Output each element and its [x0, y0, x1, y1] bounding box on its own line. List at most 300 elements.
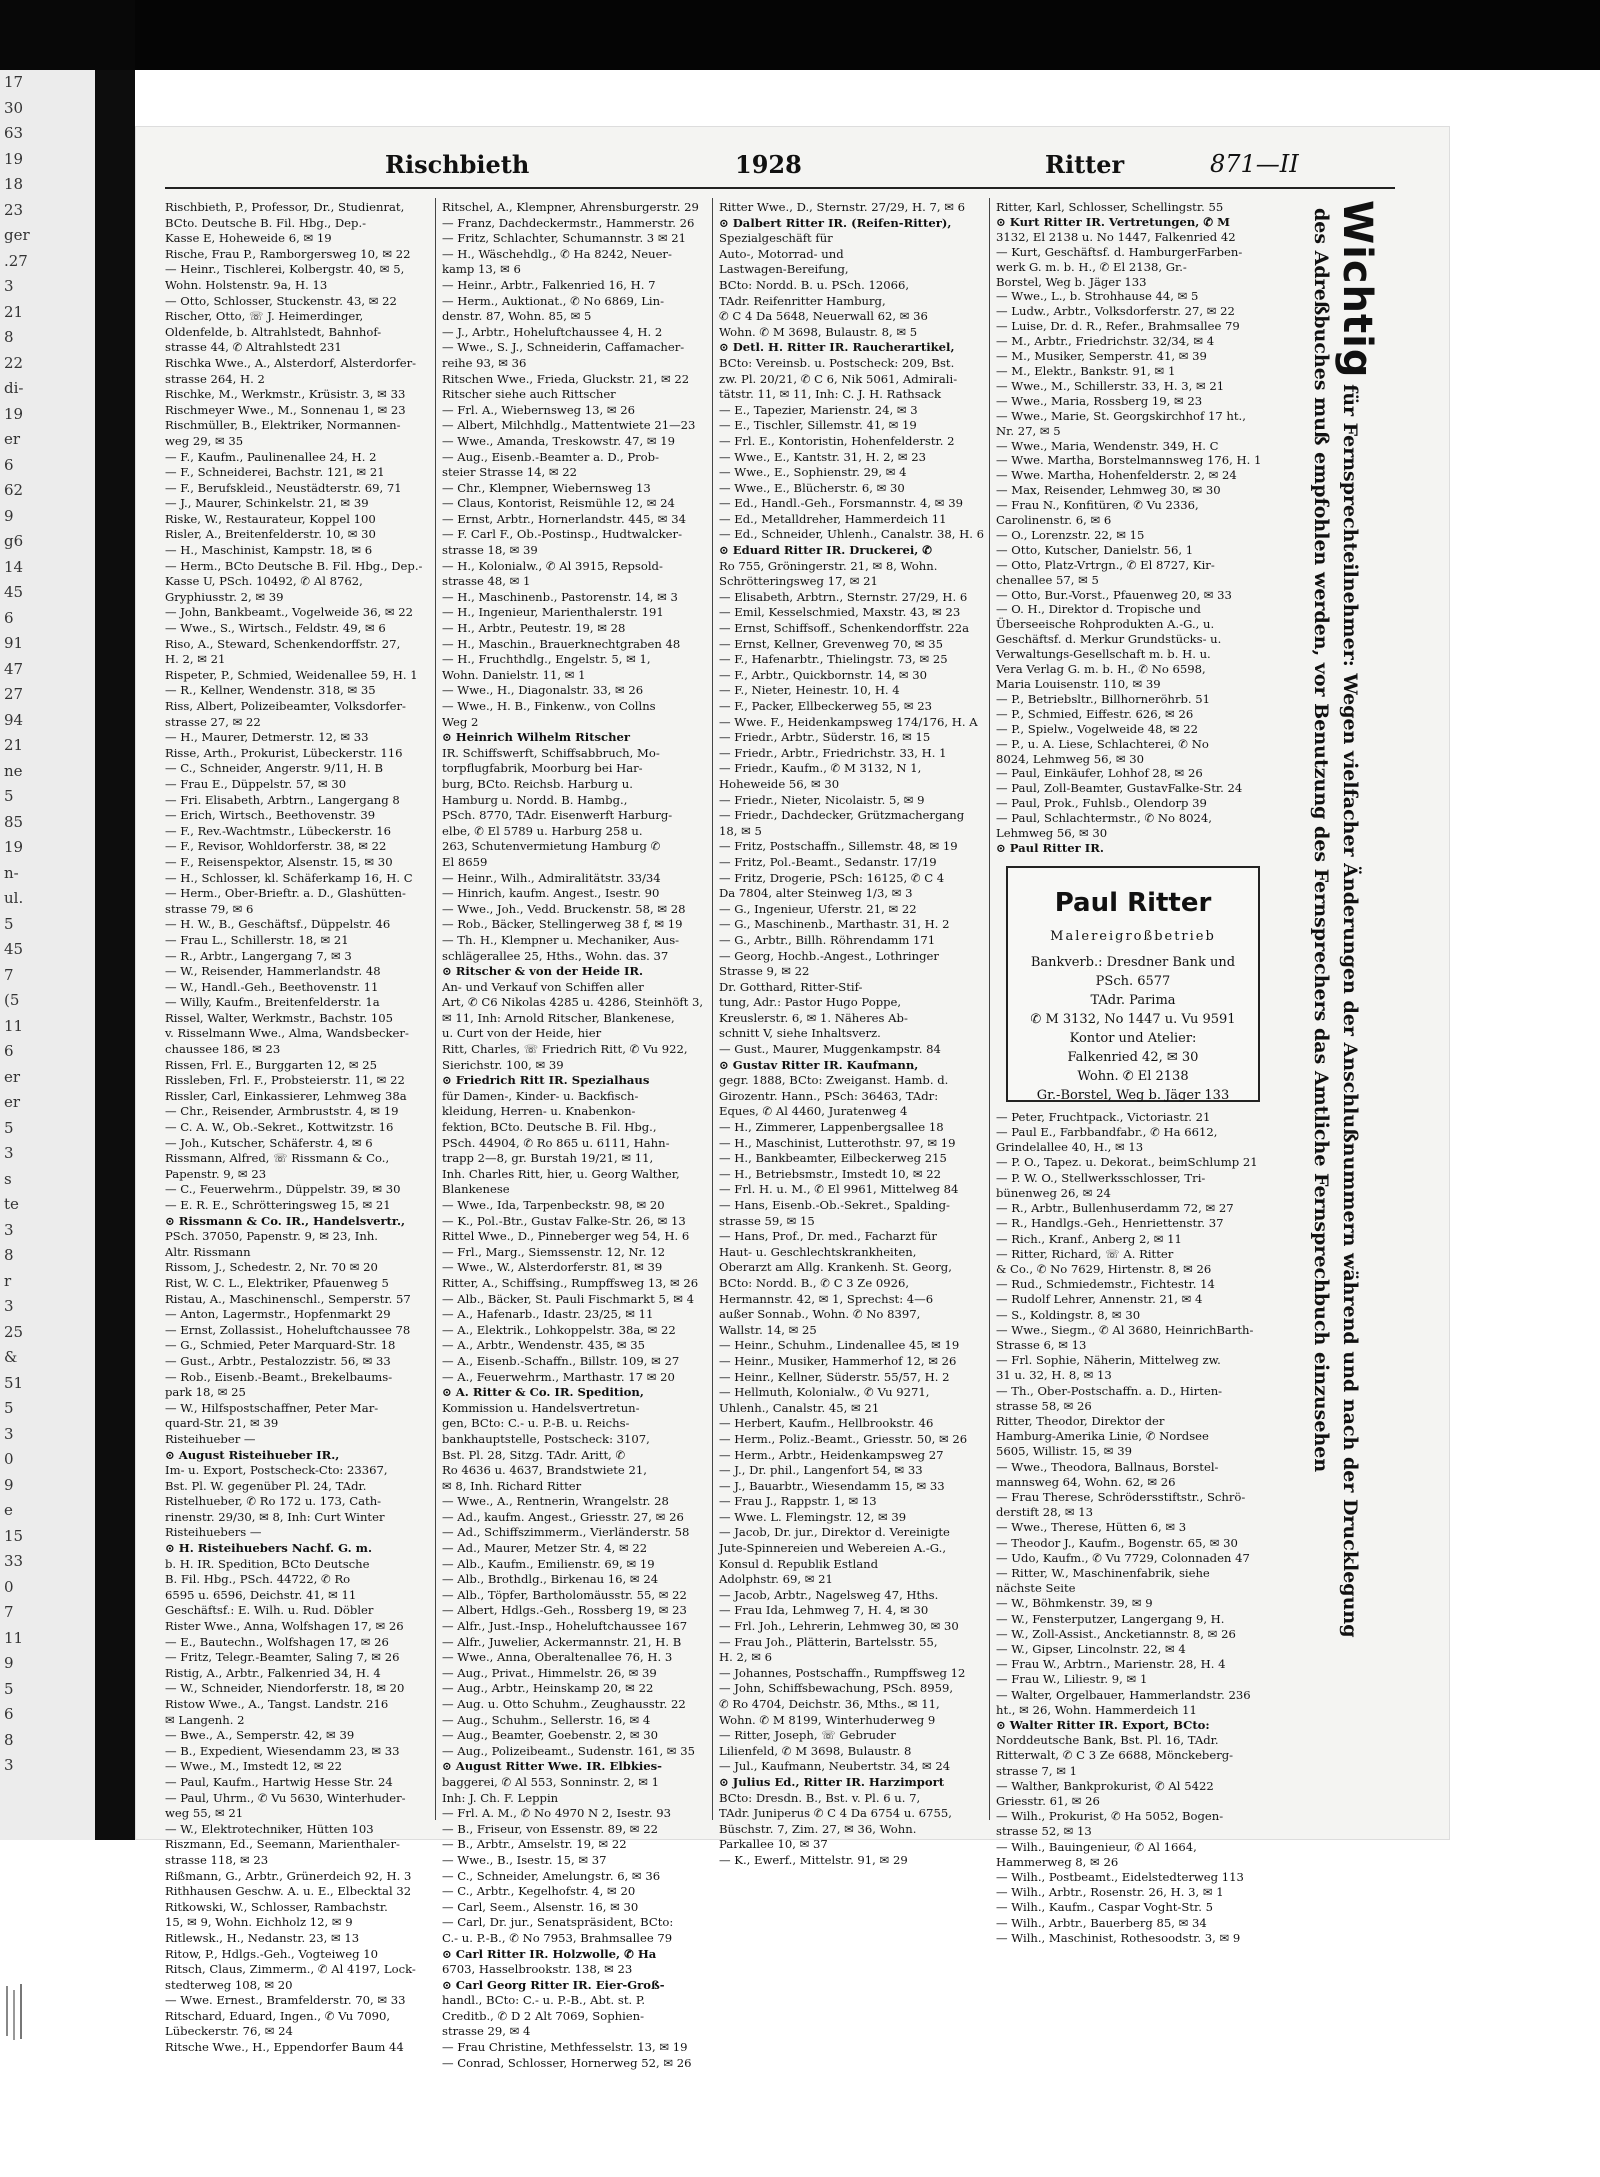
directory-entry: — W., Gipser, Lincolnstr. 22, ✉ 4	[996, 1641, 1186, 1656]
directory-entry: Rißmann, G., Arbtr., Grünerdeich 92, H. 3	[165, 1868, 412, 1883]
directory-entry: — Peter, Fruchtpack., Victoriastr. 21	[996, 1109, 1211, 1124]
margin-fragment: 5	[4, 1679, 14, 1698]
directory-entry: Rithhausen Geschw. A. u. E., Elbecktal 32	[165, 1884, 412, 1899]
directory-entry: — Frl. Sophie, Näherin, Mittelweg zw.	[996, 1353, 1221, 1368]
margin-fragment: .27	[4, 251, 28, 270]
directory-entry: weg 55, ✉ 21	[165, 1806, 244, 1821]
directory-entry: — Herm., Ober-Brieftr. a. D., Glashütten-	[165, 886, 406, 901]
directory-entry: — John, Schiffsbewachung, PSch. 8959,	[719, 1681, 954, 1696]
margin-fragment: 3	[4, 1424, 14, 1443]
directory-entry: Rischer, Otto, ☏ J. Heimerdinger,	[165, 309, 364, 324]
directory-entry: — Herbert, Kaufm., Hellbrookstr. 46	[719, 1416, 934, 1431]
directory-entry: — Wwe. Martha, Hohenfelderstr. 2, ✉ 24	[996, 468, 1237, 483]
margin-fragment: di-	[4, 379, 24, 397]
margin-fragment: 7	[4, 965, 14, 984]
directory-entry: rinenstr. 29/30, ✉ 8, Inh: Curt Winter	[165, 1509, 385, 1524]
directory-entry: Wallstr. 14, ✉ 25	[719, 1322, 817, 1337]
directory-entry: Nr. 27, ✉ 5	[996, 423, 1061, 438]
directory-entry: — Paul, Prok., Fuhlsb., Olendorp 39	[996, 796, 1207, 811]
directory-entry: — P., u. A. Liese, Schlachterei, ✆ No	[996, 736, 1209, 751]
directory-entry: — R., Handlgs.-Geh., Henriettenstr. 37	[996, 1216, 1224, 1231]
directory-entry: Ristelhueber, ✆ Ro 172 u. 173, Cath-	[165, 1494, 382, 1509]
directory-entry: Wohn. ✆ M 8199, Winterhuderweg 9	[719, 1712, 936, 1727]
directory-entry: ⊙ Gustav Ritter IR. Kaufmann,	[719, 1057, 919, 1072]
directory-entry: Lübeckerstr. 76, ✉ 24	[165, 2024, 293, 2039]
directory-entry: strasse 59, ✉ 15	[719, 1213, 815, 1228]
directory-entry: — J., Bauarbtr., Wiesendamm 15, ✉ 33	[719, 1478, 945, 1493]
directory-entry: Rissel, Walter, Werkmstr., Bachstr. 105	[165, 1010, 394, 1025]
directory-entry: — F., Kaufm., Paulinenallee 24, H. 2	[165, 449, 377, 464]
directory-entry: Inh: J. Ch. F. Leppin	[442, 1790, 559, 1805]
directory-entry: — Gust., Maurer, Muggenkampstr. 84	[719, 1042, 941, 1057]
directory-entry: ⊙ Heinrich Wilhelm Ritscher	[442, 730, 630, 745]
ad-line: Falkenried 42, ✉ 30	[1067, 1050, 1199, 1066]
directory-entry: Rischbieth, P., Professor, Dr., Studienrat,	[165, 200, 405, 214]
directory-entry: Ritter Wwe., D., Sternstr. 27/29, H. 7, ✉ 6	[719, 200, 966, 214]
directory-entry: ⊙ August Risteihueber IR.,	[165, 1447, 340, 1462]
directory-entry: — Wwe., M., Imstedt 12, ✉ 22	[165, 1759, 343, 1774]
directory-page	[135, 126, 1450, 2070]
directory-entry: ⊙ Julius Ed., Ritter IR. Harzimport	[719, 1774, 945, 1789]
margin-fragment: 5	[4, 914, 14, 933]
directory-entry: Borstel, Weg b. Jäger 133	[996, 274, 1147, 289]
directory-entry: b. H. IR. Spedition, BCto Deutsche	[165, 1556, 370, 1571]
column-3	[719, 200, 984, 1869]
directory-entry: — Wwe., Joh., Vedd. Bruckenstr. 58, ✉ 28	[442, 901, 686, 916]
directory-entry: — Jacob, Arbtr., Nagelsweg 47, Hths.	[719, 1587, 939, 1602]
margin-fragment: 0	[4, 1577, 14, 1596]
ad-line: Wohn. ✆ El 2138	[1077, 1069, 1189, 1085]
ad-subtitle: Malereigroßbetrieb	[1050, 929, 1216, 945]
directory-entry: — W., Schneider, Niendorferstr. 18, ✉ 20	[165, 1681, 405, 1696]
directory-entry: ⊙ Rissmann & Co. IR., Handelsvertr.,	[165, 1213, 406, 1228]
directory-entry: — Wwe. Martha, Borstelmannsweg 176, H. 1	[996, 453, 1262, 468]
directory-entry: — Wwe., E., Kantstr. 31, H. 2, ✉ 23	[719, 449, 927, 464]
margin-fragment: 8	[4, 1730, 14, 1749]
directory-entry: Ristau, A., Maschinenschl., Semperstr. 57	[165, 1291, 411, 1306]
directory-entry: ✆ C 4 Da 5648, Neuerwall 62, ✉ 36	[719, 309, 928, 324]
margin-fragment: 21	[4, 736, 24, 754]
header-year: 1928	[735, 150, 802, 179]
directory-entry: Vera Verlag G. m. b. H., ✆ No 6598,	[996, 662, 1206, 677]
directory-entry: park 18, ✉ 25	[165, 1385, 246, 1400]
directory-entry: Kasse U, PSch. 10492, ✆ Al 8762,	[165, 574, 363, 589]
directory-entry: — M., Arbtr., Friedrichstr. 32/34, ✉ 4	[996, 334, 1215, 349]
margin-fragment: 8	[4, 1246, 14, 1264]
directory-entry: Dr. Gotthard, Ritter-Stif-	[719, 979, 863, 994]
directory-entry: — Frl., Marg., Siemssenstr. 12, Nr. 12	[442, 1244, 666, 1259]
directory-entry: — Otto, Bur.-Vorst., Pfauenweg 20, ✉ 33	[996, 587, 1232, 602]
directory-entry: Wohn. Holstenstr. 9a, H. 13	[165, 277, 328, 292]
directory-entry: — Herm., Arbtr., Heidenkampsweg 27	[719, 1447, 944, 1462]
directory-entry: chaussee 186, ✉ 23	[165, 1042, 281, 1057]
directory-entry: Rittel Wwe., D., Pinneberger weg 54, H. 6	[442, 1229, 690, 1244]
directory-entry: — W., Zoll-Assist., Ancketiannstr. 8, ✉ 26	[996, 1626, 1236, 1641]
directory-entry: — J., Maurer, Schinkelstr. 21, ✉ 39	[165, 496, 369, 511]
margin-fragment: 45	[4, 940, 24, 958]
directory-entry: Carolinenstr. 6, ✉ 6	[996, 513, 1112, 528]
directory-entry: Ritschard, Eduard, Ingen., ✆ Vu 7090,	[165, 2008, 391, 2023]
directory-entry: — Hans, Prof., Dr. med., Facharzt für	[719, 1229, 937, 1244]
directory-entry: — Frl. A. M., ✆ No 4970 N 2, Isestr. 93	[442, 1806, 671, 1821]
directory-entry: — Albert, Hdlgs.-Geh., Rossberg 19, ✉ 23	[442, 1603, 687, 1618]
directory-entry: — Wwe., S., Wirtsch., Feldstr. 49, ✉ 6	[165, 621, 386, 636]
notice-title: Wichtig	[1334, 200, 1380, 379]
margin-fragment: 51	[4, 1373, 24, 1392]
directory-entry: Rissom, J., Schedestr. 2, Nr. 70 ✉ 20	[165, 1260, 378, 1275]
directory-entry: — Aug., Beamter, Goebenstr. 2, ✉ 30	[442, 1728, 659, 1743]
directory-entry: nächste Seite	[996, 1581, 1076, 1596]
directory-entry: reihe 93, ✉ 36	[442, 355, 527, 370]
ad-line: PSch. 6577	[1095, 974, 1171, 990]
directory-entry: — H., Schlosser, kl. Schäferkamp 16, H. C	[165, 870, 413, 885]
directory-entry: — Aug., Eisenb.-Beamter a. D., Prob-	[442, 449, 659, 464]
directory-entry: — Willy, Kaufm., Breitenfelderstr. 1a	[165, 995, 380, 1010]
directory-entry: Risteihueber —	[165, 1431, 256, 1446]
directory-entry: 3132, El 2138 u. No 1447, Falkenried 42	[996, 229, 1236, 244]
directory-entry: Lilienfeld, ✆ M 3698, Bulaustr. 8	[719, 1743, 912, 1758]
directory-entry: Ro 4636 u. 4637, Brandstwiete 21,	[442, 1463, 647, 1478]
directory-entry: strasse 58, ✉ 26	[996, 1398, 1092, 1413]
directory-entry: B. Fil. Hbg., PSch. 44722, ✆ Ro	[165, 1572, 351, 1587]
directory-entry: — P. W. O., Stellwerksschlosser, Tri-	[996, 1170, 1206, 1185]
directory-entry: PSch. 37050, Papenstr. 9, ✉ 23, Inh.	[165, 1229, 378, 1244]
directory-entry: — Anton, Lagermstr., Hopfenmarkt 29	[165, 1307, 391, 1322]
margin-fragment: 30	[4, 98, 24, 117]
directory-entry: BCto: Nordd. B., ✆ C 3 Ze 0926,	[719, 1275, 910, 1290]
directory-entry: — Jacob, Dr. jur., Direktor d. Vereinigte	[719, 1525, 950, 1540]
directory-entry: — H., Maschinist, Lutterothstr. 97, ✉ 19	[719, 1135, 956, 1150]
directory-entry: — M., Elektr., Bankstr. 91, ✉ 1	[996, 363, 1176, 378]
directory-entry: — Wilh., Bauingenieur, ✆ Al 1664,	[996, 1839, 1197, 1854]
directory-entry: Verwaltungs-Gesellschaft m. b. H. u.	[996, 647, 1211, 662]
directory-entry: — Wilh., Maschinist, Rothesoodstr. 3, ✉ 9	[996, 1930, 1241, 1945]
directory-entry: — Alfr., Juwelier, Ackermannstr. 21, H. B	[442, 1634, 682, 1649]
directory-entry: — Claus, Kontorist, Reismühle 12, ✉ 24	[442, 496, 675, 511]
directory-entry: — Conrad, Schlosser, Hornerweg 52, ✉ 26	[442, 2055, 692, 2070]
directory-entry: — Wwe., E., Sophienstr. 29, ✉ 4	[719, 465, 907, 480]
directory-entry: & Co., ✆ No 7629, Hirtenstr. 8, ✉ 26	[996, 1261, 1212, 1276]
directory-entry: — Ernst, Schiffsoff., Schenkendorffstr. 22a	[719, 621, 970, 636]
directory-entry: PSch. 8770, TAdr. Eisenwerft Harburg-	[442, 808, 673, 823]
directory-entry: ⊙ H. Risteihuebers Nachf. G. m.	[165, 1541, 372, 1556]
directory-entry: Hamburg-Amerika Linie, ✆ Nordsee	[996, 1429, 1209, 1444]
directory-entry: — Wwe., Maria, Wendenstr. 349, H. C	[996, 438, 1219, 453]
directory-entry: Riszmann, Ed., Seemann, Marienthaler-	[165, 1837, 400, 1852]
directory-entry: — Wwe., B., Isestr. 15, ✉ 37	[442, 1852, 607, 1867]
directory-entry: — Wwe., H. B., Finkenw., von Collns	[442, 699, 656, 713]
directory-entry: 18, ✉ 5	[719, 823, 762, 838]
directory-entry: Risteihuebers —	[165, 1525, 262, 1540]
directory-entry: — F., Revisor, Wohldorferstr. 38, ✉ 22	[165, 839, 387, 854]
directory-entry: strasse 27, ✉ 22	[165, 714, 261, 729]
directory-entry: — Aug. u. Otto Schuhm., Zeughausstr. 22	[442, 1697, 686, 1711]
directory-entry: Da 7804, alter Steinweg 1/3, ✉ 3	[719, 886, 913, 901]
directory-entry: Kasse E, Hoheweide 6, ✉ 19	[165, 231, 332, 246]
previous-page-edge	[0, 70, 95, 1840]
directory-entry: — Wwe., A., Rentnerin, Wrangelstr. 28	[442, 1494, 669, 1509]
directory-entry: TAdr. Reifenritter Hamburg,	[719, 293, 886, 308]
margin-fragment: (5	[4, 991, 20, 1009]
directory-entry: torpflugfabrik, Moorburg bei Har-	[442, 761, 643, 776]
directory-entry: gen, BCto: C.- u. P.-B. u. Reichs-	[442, 1416, 630, 1431]
header-first-entry: Rischbieth	[385, 150, 530, 179]
directory-entry: ⊙ Detl. H. Ritter IR. Raucherartikel,	[719, 340, 955, 355]
column-2	[442, 200, 707, 2071]
column-divider	[435, 198, 436, 1820]
directory-entry: ⊙ Friedrich Ritt IR. Spezialhaus	[442, 1073, 650, 1088]
margin-fragment: 19	[4, 838, 24, 856]
directory-entry: — Carl, Dr. jur., Senatspräsident, BCto:	[442, 1915, 674, 1930]
margin-fragment: 45	[4, 583, 24, 601]
directory-entry: — Paul, Kaufm., Hartwig Hesse Str. 24	[165, 1774, 393, 1789]
directory-entry: Büschstr. 7, Zim. 27, ✉ 36, Wohn.	[719, 1821, 917, 1836]
page-header	[135, 126, 1450, 184]
directory-entry: — Ed., Metalldreher, Hammerdeich 11	[719, 511, 947, 526]
margin-fragment: 15	[4, 1526, 24, 1545]
directory-entry: — Carl, Seem., Alsenstr. 16, ✉ 30	[442, 1899, 639, 1914]
directory-entry: Strasse 6, ✉ 13	[996, 1337, 1087, 1352]
margin-fragment: e	[4, 1501, 13, 1519]
directory-entry: — C., Feuerwehrm., Düppelstr. 39, ✉ 30	[165, 1182, 401, 1197]
directory-entry: — Ad., Maurer, Metzer Str. 4, ✉ 22	[442, 1541, 648, 1556]
directory-entry: schlägerallee 25, Hths., Wohn. das. 37	[442, 948, 669, 963]
directory-entry: bankhauptstelle, Postscheck: 3107,	[442, 1431, 650, 1446]
directory-entry: — Fri. Elisabeth, Arbtrn., Langergang 8	[165, 792, 400, 807]
directory-entry: Gryphiusstr. 2, ✉ 39	[165, 589, 284, 604]
directory-entry: — F., Packer, Ellbeckerweg 55, ✉ 23	[719, 699, 933, 713]
directory-entry: — Rudolf Lehrer, Annenstr. 21, ✉ 4	[996, 1292, 1203, 1307]
directory-entry: chenallee 57, ✉ 5	[996, 572, 1099, 587]
margin-fragment: 3	[4, 1297, 14, 1315]
directory-entry: — H., Ingenieur, Marienthalerstr. 191	[442, 605, 664, 620]
margin-fragment: &	[4, 1348, 18, 1366]
directory-entry: v. Risselmann Wwe., Alma, Wandsbecker-	[165, 1026, 409, 1041]
directory-entry: — E., Tischler, Sillemstr. 41, ✉ 19	[719, 418, 917, 433]
directory-entry: Riso, A., Steward, Schenkendorffstr. 27,	[165, 636, 401, 651]
directory-entry: — Georg, Hochb.-Angest., Lothringer	[719, 948, 939, 963]
directory-entry: Rissler, Carl, Einkassierer, Lehmweg 38a	[165, 1088, 407, 1103]
directory-entry: — H., Wäschehdlg., ✆ Ha 8242, Neuer-	[442, 246, 672, 261]
directory-entry: — Frl. H. u. M., ✆ El 9961, Mittelweg 84	[719, 1182, 959, 1197]
directory-entry: burg, BCto. Reichsb. Harburg u.	[442, 776, 633, 791]
directory-entry: — A., Arbtr., Wendenstr. 435, ✉ 35	[442, 1338, 645, 1353]
directory-entry: — Wwe., W., Alsterdorferstr. 81, ✉ 39	[442, 1260, 663, 1275]
directory-entry: Weg 2	[442, 714, 479, 729]
directory-entry: Adolphstr. 69, ✉ 21	[719, 1572, 833, 1587]
directory-entry: Ristow Wwe., A., Tangst. Landstr. 216	[165, 1697, 389, 1711]
directory-entry: — J., Arbtr., Hoheluftchaussee 4, H. 2	[442, 324, 663, 339]
directory-entry: — Ritter, Richard, ☏ A. Ritter	[996, 1246, 1174, 1261]
directory-entry: Ritkowski, W., Schlosser, Rambachstr.	[165, 1899, 388, 1914]
directory-entry: Ritschen Wwe., Frieda, Gluckstr. 21, ✉ 22	[442, 371, 690, 386]
directory-entry: 263, Schutenvermietung Hamburg ✆	[442, 839, 661, 854]
directory-entry: — Elisabeth, Arbtrn., Sternstr. 27/29, H. 6	[719, 589, 968, 604]
margin-fragment: n-	[4, 863, 19, 882]
directory-entry: — Wilh., Postbeamt., Eidelstedterweg 113	[996, 1870, 1244, 1885]
directory-entry: Bst. Pl. 28, Sitzg. TAdr. Aritt, ✆	[442, 1447, 626, 1462]
directory-entry: Ritow, P., Hdlgs.-Geh., Vogteiweg 10	[165, 1946, 378, 1961]
margin-fragment: 5	[4, 787, 14, 805]
directory-entry: — A., Eisenb.-Schaffn., Billstr. 109, ✉ 27	[442, 1353, 680, 1368]
directory-entry: — G., Arbtr., Billh. Röhrendamm 171	[719, 932, 936, 947]
directory-entry: 6703, Hasselbrookstr. 138, ✉ 23	[442, 1962, 633, 1977]
margin-fragment: 3	[4, 277, 14, 295]
directory-entry: Risler, A., Breitenfelderstr. 10, ✉ 30	[165, 527, 376, 542]
directory-entry: — P., Spielw., Vogelweide 48, ✉ 22	[996, 721, 1199, 736]
directory-entry: Griesstr. 61, ✉ 26	[996, 1794, 1100, 1809]
directory-entry: Jute-Spinnereien und Webereien A.-G.,	[719, 1541, 947, 1556]
margin-fragment: 3	[4, 1144, 14, 1162]
directory-entry: — Rud., Schmiedemstr., Fichtestr. 14	[996, 1277, 1215, 1292]
directory-entry: Blankenese	[442, 1182, 510, 1197]
directory-entry: — Fritz, Schlachter, Schumannstr. 3 ✉ 21	[442, 231, 687, 246]
header-last-entry: Ritter	[1045, 150, 1125, 179]
directory-entry: — W., Fensterputzer, Langergang 9, H.	[996, 1611, 1225, 1626]
directory-entry: BCto: Nordd. B. u. PSch. 12066,	[719, 277, 910, 292]
directory-entry: — Herm., Poliz.-Beamt., Griesstr. 50, ✉ 26	[719, 1431, 968, 1446]
directory-entry: — H., Kolonialw., ✆ Al 3915, Repsold-	[442, 558, 663, 573]
directory-entry: — H., Betriebsmstr., Imstedt 10, ✉ 22	[719, 1166, 941, 1181]
directory-entry: — Frau W., Arbtrn., Marienstr. 28, H. 4	[996, 1657, 1226, 1672]
directory-entry: TAdr. Juniperus ✆ C 4 Da 6754 u. 6755,	[719, 1806, 952, 1821]
directory-entry: — Wwe. L. Flemingstr. 12, ✉ 39	[719, 1509, 907, 1524]
directory-entry: — Jul., Kaufmann, Neubertstr. 34, ✉ 24	[719, 1759, 951, 1774]
directory-entry: — W., Reisender, Hammerlandstr. 48	[165, 964, 381, 979]
directory-entry: — F., Schneiderei, Bachstr. 121, ✉ 21	[165, 465, 385, 480]
directory-entry: 31 u. 32, H. 8, ✉ 13	[996, 1368, 1112, 1383]
directory-entry: — Hellmuth, Kolonialw., ✆ Vu 9271,	[719, 1385, 930, 1400]
margin-fragment: 91	[4, 634, 24, 652]
directory-entry: strasse 79, ✉ 6	[165, 901, 254, 916]
directory-entry: Ritt, Charles, ☏ Friedrich Ritt, ✆ Vu 922,	[442, 1042, 688, 1057]
directory-entry: außer Sonnab., Wohn. ✆ No 8397,	[719, 1307, 921, 1322]
directory-entry: Rissmann, Alfred, ☏ Rissmann & Co.,	[165, 1151, 390, 1166]
directory-entry: BCto: Dresdn. B., Bst. v. Pl. 6 u. 7,	[719, 1790, 921, 1805]
directory-entry: ⊙ Walter Ritter IR. Export, BCto:	[996, 1718, 1210, 1732]
margin-fragment: 6	[4, 608, 14, 627]
directory-entry: — F., Rev.-Wachtmstr., Lübeckerstr. 16	[165, 823, 392, 838]
directory-entry: — Aug., Arbtr., Heinskamp 20, ✉ 22	[442, 1681, 654, 1696]
directory-entry: — Ed., Schneider, Uhlenh., Canalstr. 38, H. 6	[719, 527, 984, 542]
directory-entry: Auto-, Motorrad- und	[719, 246, 844, 261]
directory-entry: — Frau N., Konfitüren, ✆ Vu 2336,	[996, 498, 1199, 513]
directory-entry: — H., Maurer, Detmerstr. 12, ✉ 33	[165, 730, 369, 745]
margin-fragment: 5	[4, 1399, 14, 1417]
directory-entry: — B., Friseur, von Essenstr. 89, ✉ 22	[442, 1821, 658, 1836]
margin-fragment: 22	[4, 353, 24, 372]
directory-entry: — R., Arbtr., Bullenhuserdamm 72, ✉ 27	[996, 1201, 1234, 1216]
directory-entry: — Frau W., Liliestr. 9, ✉ 1	[996, 1672, 1148, 1687]
directory-entry: ⊙ Carl Ritter IR. Holzwolle, ✆ Ha	[442, 1946, 657, 1961]
margin-fragment: 7	[4, 1603, 14, 1621]
directory-entry: ⊙ Carl Georg Ritter IR. Eier-Groß-	[442, 1977, 665, 1992]
directory-entry: zw. Pl. 20/21, ✆ C 6, Nik 5061, Admirali-	[719, 371, 958, 386]
directory-entry: — Paul, Einkäufer, Lohhof 28, ✉ 26	[996, 766, 1203, 781]
directory-entry: — F., Berufskleid., Neustädterstr. 69, 71	[165, 480, 402, 495]
directory-entry: Uhlenh., Canalstr. 45, ✉ 21	[719, 1400, 880, 1415]
column-1	[165, 200, 430, 2056]
directory-entry: — Johannes, Postschaffn., Rumpffsweg 12	[719, 1665, 966, 1680]
directory-entry: — Wwe., H., Diagonalstr. 33, ✉ 26	[442, 683, 644, 698]
directory-entry: — Frau Christine, Methfesselstr. 13, ✉ 19	[442, 2040, 688, 2055]
directory-entry: — Rob., Bäcker, Stellingerweg 38 f, ✉ 19	[442, 917, 683, 932]
directory-entry: — Alb., Bäcker, St. Pauli Fischmarkt 5, ✉ 4	[442, 1291, 695, 1306]
directory-entry: — Frl. E., Kontoristin, Hohenfelderstr. 2	[719, 433, 955, 448]
directory-entry: — B., Arbtr., Amselstr. 19, ✉ 22	[442, 1837, 627, 1852]
directory-entry: Strasse 9, ✉ 22	[719, 964, 810, 979]
directory-entry: — Friedr., Kaufm., ✆ M 3132, N 1,	[719, 761, 922, 776]
directory-entry: kleidung, Herren- u. Knabenkon-	[442, 1104, 636, 1119]
margin-fragment: 3	[4, 1756, 14, 1774]
directory-entry: — H., Bankbeamter, Eilbeckerweg 215	[719, 1151, 947, 1166]
directory-entry: ⊙ Kurt Ritter IR. Vertretungen, ✆ M	[996, 214, 1230, 229]
directory-entry: — Friedr., Arbtr., Süderstr. 16, ✉ 15	[719, 730, 931, 745]
directory-entry: 8024, Lehmweg 56, ✉ 30	[996, 751, 1145, 766]
margin-fragment: 47	[4, 659, 24, 678]
directory-entry: werk G. m. b. H., ✆ El 2138, Gr.-	[996, 259, 1187, 274]
directory-entry: stedterweg 108, ✉ 20	[165, 1977, 293, 1992]
directory-entry: Ritscher siehe auch Rittscher	[442, 387, 616, 402]
directory-entry: — R., Kellner, Wendenstr. 318, ✉ 35	[165, 683, 376, 698]
directory-entry: — Wilh., Arbtr., Rosenstr. 26, H. 3, ✉ 1	[996, 1885, 1224, 1900]
directory-entry: strasse 52, ✉ 13	[996, 1824, 1092, 1839]
directory-entry: — Wwe., Amanda, Treskowstr. 47, ✉ 19	[442, 433, 676, 448]
directory-entry: — Bwe., A., Semperstr. 42, ✉ 39	[165, 1728, 355, 1743]
directory-entry: Norddeutsche Bank, Bst. Pl. 16, TAdr.	[996, 1733, 1219, 1748]
directory-entry: Hamburg u. Nordd. B. Hambg.,	[442, 792, 628, 807]
margin-fragment: 17	[4, 73, 24, 91]
directory-entry: Im- u. Export, Postscheck-Cto: 23367,	[165, 1463, 388, 1478]
ad-title: Paul Ritter	[1054, 887, 1212, 918]
directory-entry: Riss, Albert, Polizeibeamter, Volksdorfer-	[165, 699, 406, 713]
ad-line: Kontor und Atelier:	[1069, 1031, 1197, 1047]
directory-entry: — H. W., B., Geschäftsf., Düppelstr. 46	[165, 917, 391, 932]
directory-entry: — Heinr., Tischlerei, Kolbergstr. 40, ✉ 5,	[165, 262, 405, 277]
directory-entry: H. 2, ✉ 6	[719, 1650, 773, 1665]
directory-entry: PSch. 44904, ✆ Ro 865 u. 6111, Hahn-	[442, 1135, 670, 1150]
directory-entry: An- und Verkauf von Schiffen aller	[442, 979, 644, 994]
directory-entry: — Ed., Handl.-Geh., Forsmannstr. 4, ✉ 39	[719, 496, 963, 511]
directory-entry: — John, Bankbeamt., Vogelweide 36, ✉ 22	[165, 605, 414, 620]
directory-entry: Lehmweg 56, ✉ 30	[996, 826, 1108, 841]
directory-entry: tung, Adr.: Pastor Hugo Poppe,	[719, 995, 902, 1010]
margin-fragment: 11	[4, 1628, 24, 1647]
directory-entry: — G., Ingenieur, Uferstr. 21, ✉ 22	[719, 901, 917, 916]
directory-entry: BCto. Deutsche B. Fil. Hbg., Dep.-	[165, 215, 367, 230]
margin-fragment: 21	[4, 302, 24, 321]
directory-entry: — Wwe., L., b. Strohhause 44, ✉ 5	[996, 289, 1199, 304]
directory-entry: Hammerweg 8, ✉ 26	[996, 1854, 1119, 1869]
margin-fragment: 18	[4, 175, 24, 193]
directory-entry: — F. Carl F., Ob.-Postinsp., Hudtwalcker-	[442, 527, 682, 542]
directory-entry: — Otto, Schlosser, Stuckenstr. 43, ✉ 22	[165, 293, 397, 308]
directory-entry: — Th., Ober-Postschaffn. a. D., Hirten-	[996, 1383, 1223, 1398]
directory-entry: — Frau Therese, Schrödersstiftstr., Schrö-	[996, 1489, 1246, 1504]
directory-entry: — A., Hafenarb., Idastr. 23/25, ✉ 11	[442, 1307, 654, 1322]
directory-entry: Spezialgeschäft für	[719, 231, 833, 246]
directory-entry: — C., Schneider, Amelungstr. 6, ✉ 36	[442, 1868, 661, 1883]
directory-entry: — P. O., Tapez. u. Dekorat., beimSchlump 21	[996, 1155, 1258, 1170]
directory-entry: fektion, BCto. Deutsche B. Fil. Hbg.,	[442, 1120, 657, 1135]
directory-entry: — B., Expedient, Wiesendamm 23, ✉ 33	[165, 1743, 400, 1758]
directory-entry: Haut- u. Geschlechtskrankheiten,	[719, 1244, 917, 1259]
directory-entry: — Max, Reisender, Lehmweg 30, ✉ 30	[996, 483, 1221, 498]
directory-entry: Ro 755, Gröningerstr. 21, ✉ 8, Wohn.	[719, 558, 938, 573]
directory-entry: — Walther, Bankprokurist, ✆ Al 5422	[996, 1778, 1214, 1793]
directory-entry: — Hinrich, kaufm. Angest., Isestr. 90	[442, 886, 660, 901]
directory-entry: Geschäftsf.: E. Wilh. u. Rud. Döbler	[165, 1603, 374, 1618]
